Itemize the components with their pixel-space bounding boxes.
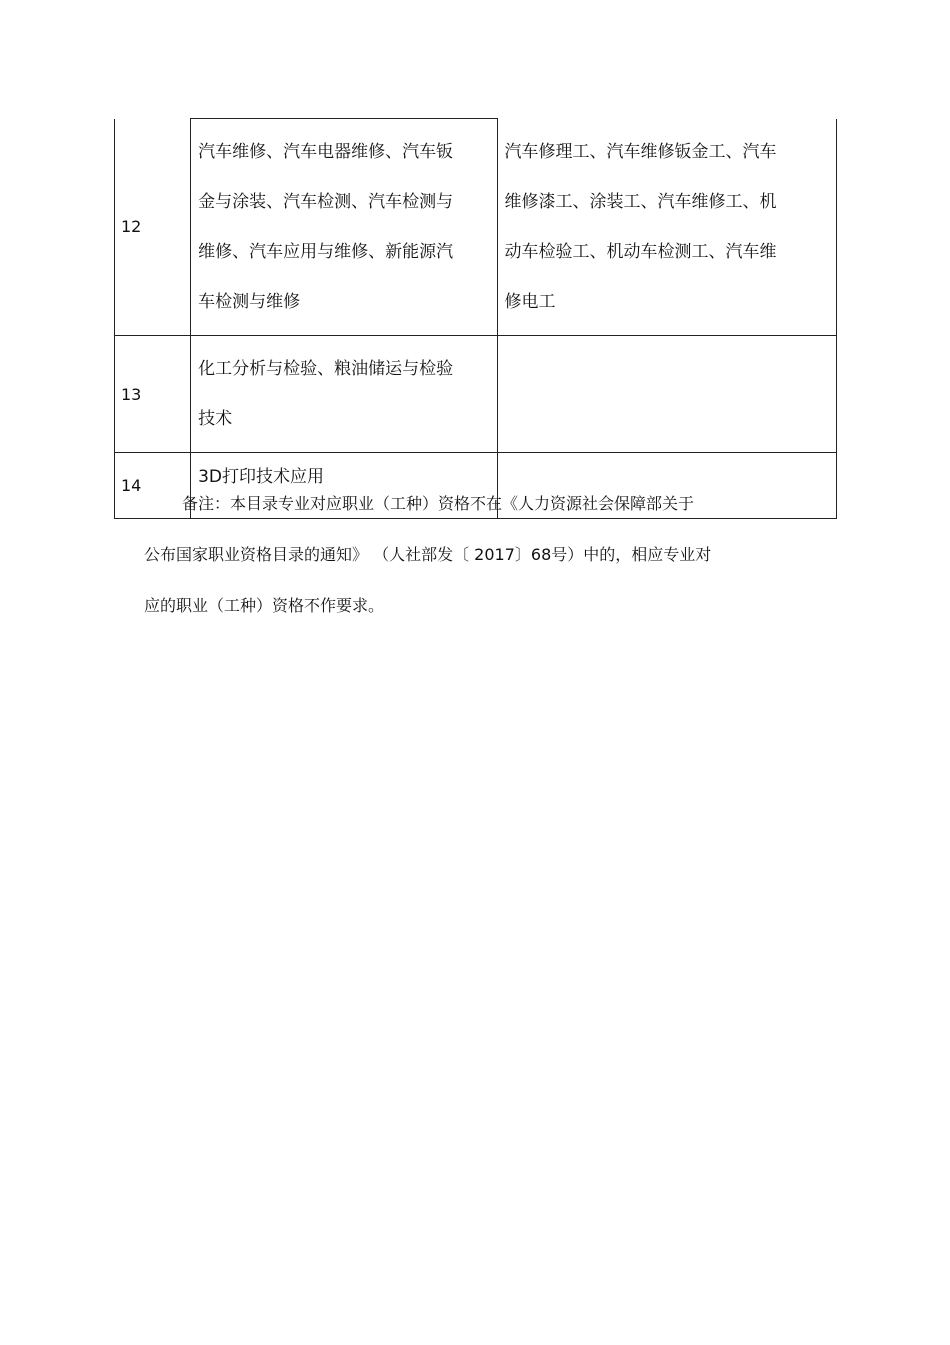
- jobs-cell-empty: [497, 336, 836, 453]
- row-number: 12: [115, 119, 191, 336]
- jobs-line: 维修漆工、涂装工、汽车维修工、机: [504, 191, 777, 212]
- majors-line: 技术: [198, 409, 233, 429]
- row-number: 13: [115, 336, 191, 453]
- jobs-cell: [497, 119, 836, 336]
- row-number: 14: [115, 453, 191, 519]
- majors-line: 金与涂装、汽车检测、汽车检测与: [198, 192, 454, 212]
- major-occupation-table: [114, 118, 837, 519]
- jobs-line: 修电工: [504, 291, 556, 312]
- majors-line: 汽车维修、汽车电器维修、汽车钣: [198, 142, 454, 162]
- table-row: [115, 336, 837, 453]
- majors-line: 维修、汽车应用与维修、新能源汽: [198, 242, 454, 262]
- majors-cell: [191, 119, 497, 336]
- jobs-line: 动车检验工、机动车检测工、汽车维: [504, 241, 777, 262]
- majors-line: 化工分析与检验、粮油储运与检验: [198, 359, 454, 379]
- majors-line: 3D打印技术应用: [198, 467, 324, 487]
- footnote-line: 应的职业（工种）资格不作要求。: [144, 596, 385, 615]
- jobs-line: 汽车修理工、汽车维修钣金工、汽车: [504, 141, 777, 162]
- footnote: [144, 478, 804, 631]
- majors-line: 车检测与维修: [198, 292, 301, 312]
- footnote-line: 公布国家职业资格目录的通知》 （人社部发〔 2017〕68号）中的，相应专业对: [144, 545, 712, 564]
- footnote-line: 备注：本目录专业对应职业（工种）资格不在《人力资源社会保障部关于: [182, 494, 695, 513]
- majors-cell: [191, 336, 497, 453]
- table-row: [115, 119, 837, 336]
